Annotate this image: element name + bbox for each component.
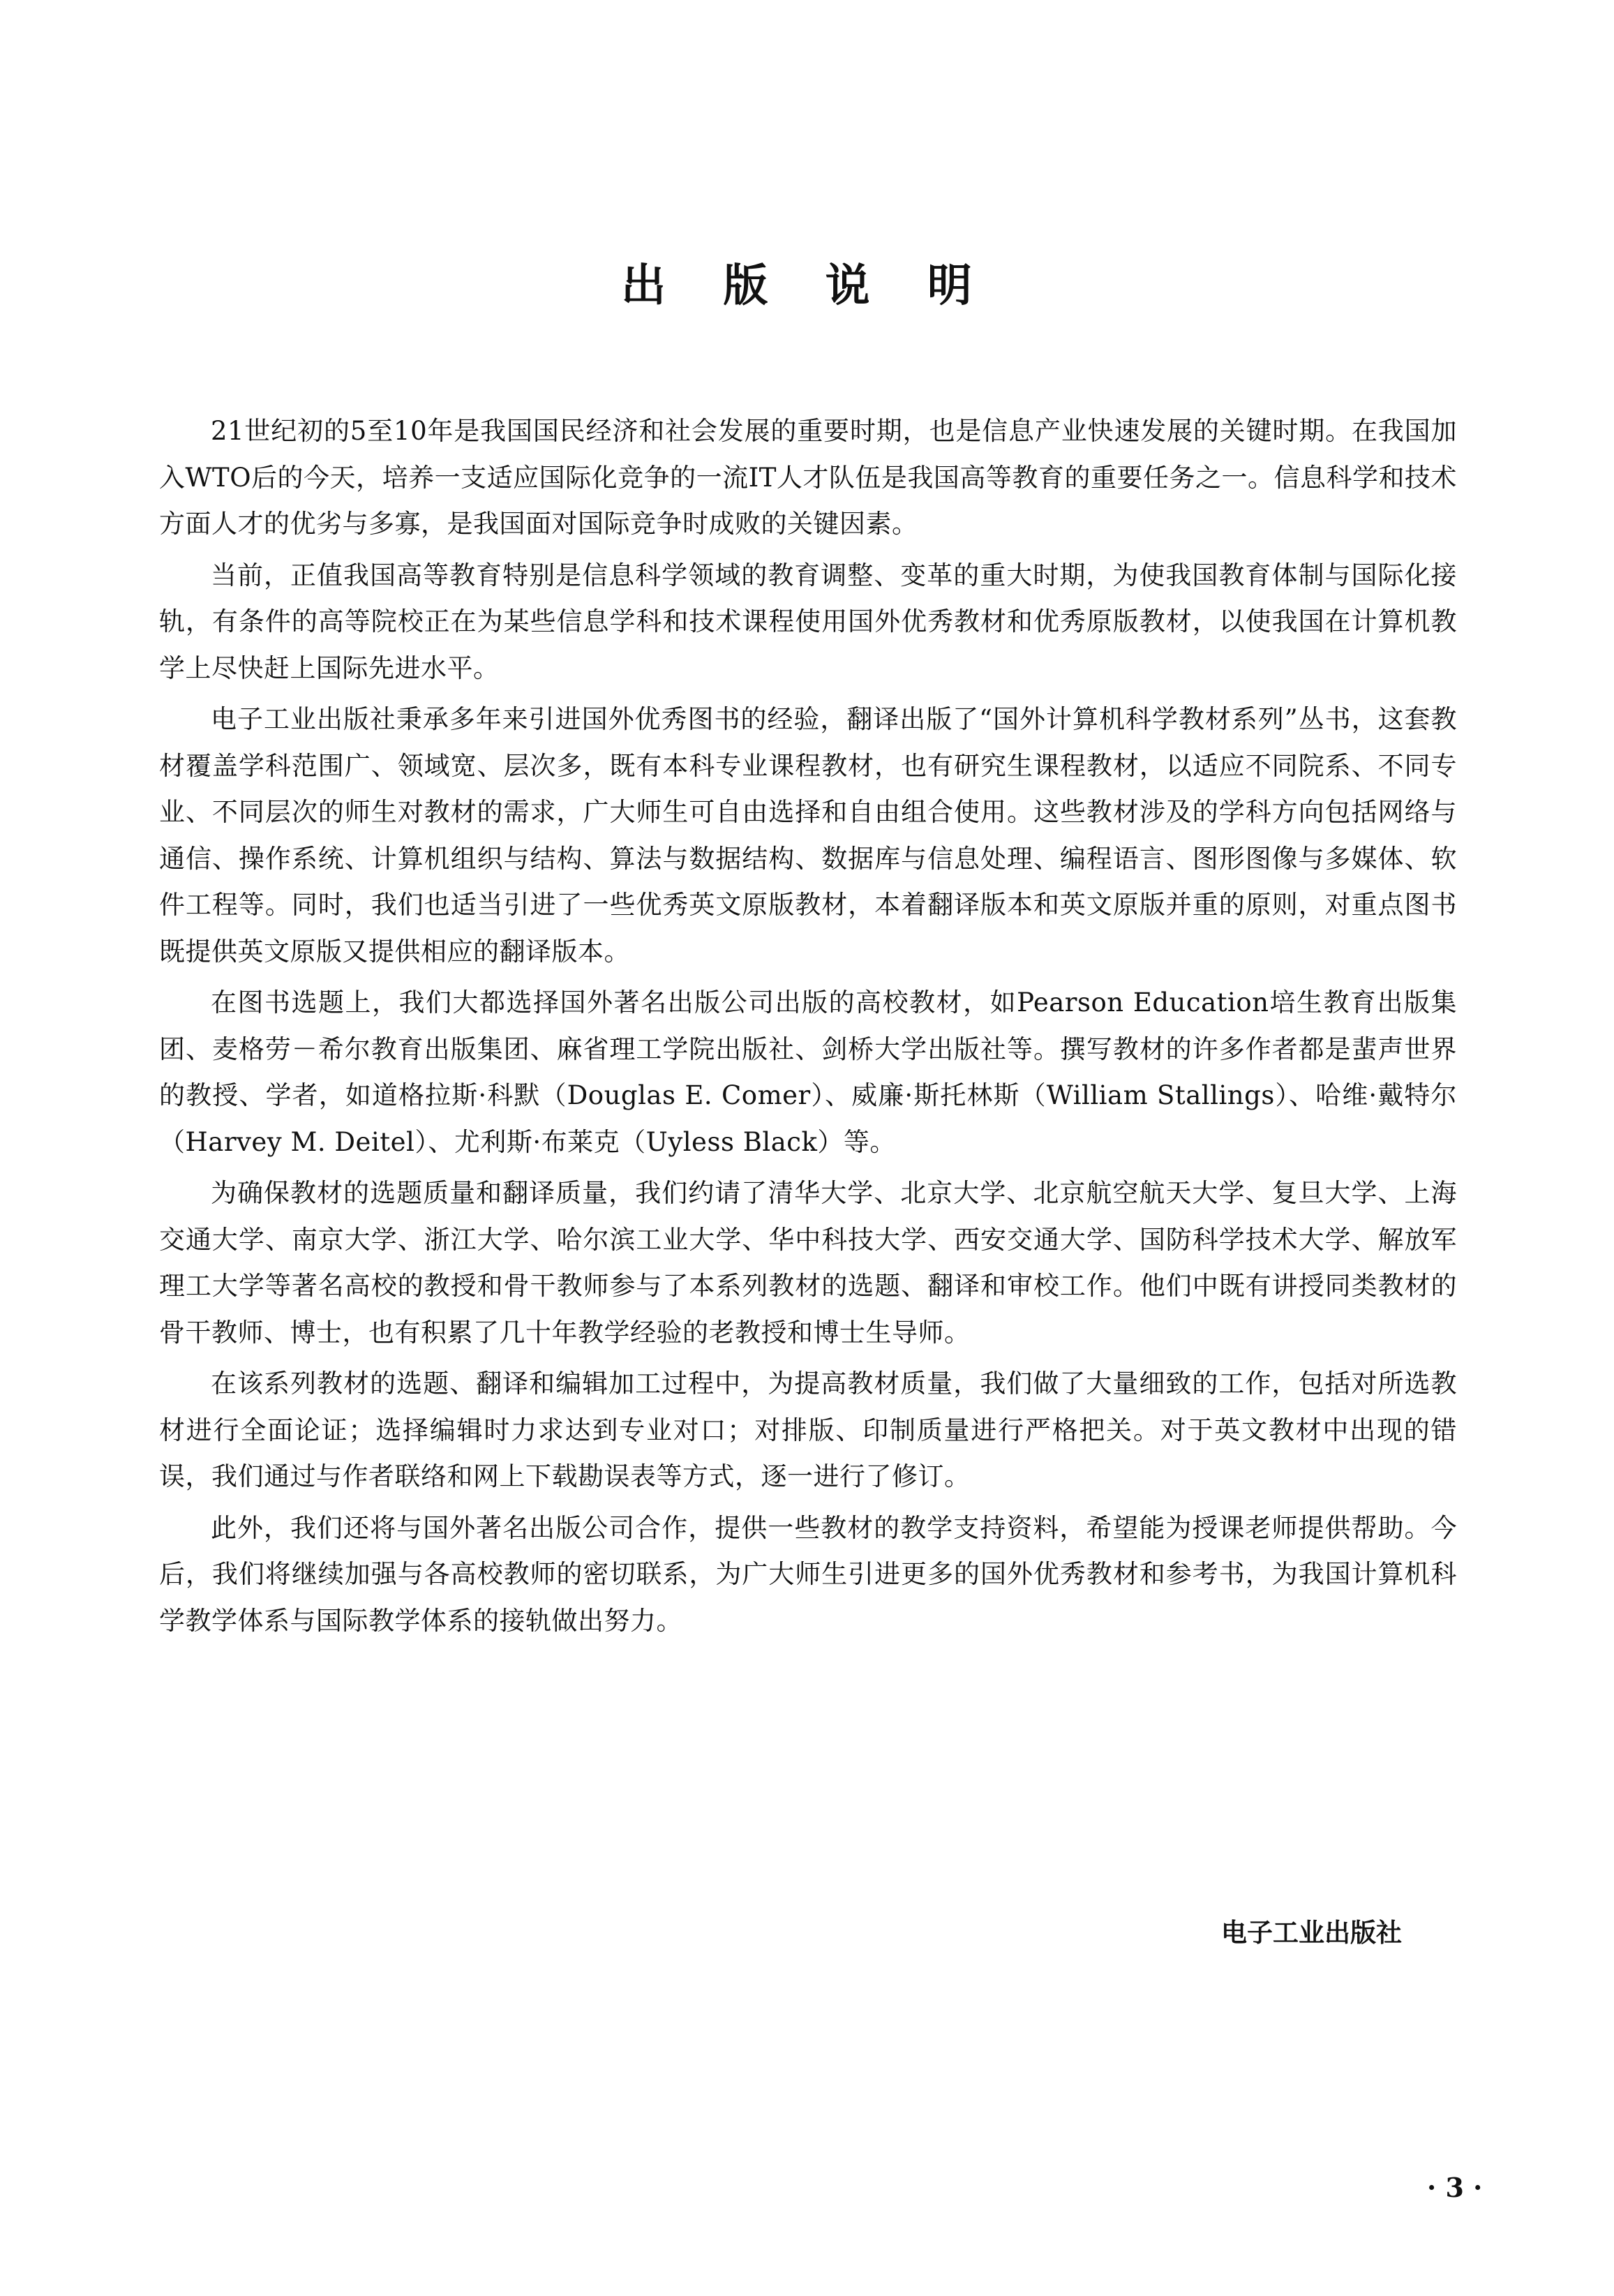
body-text xyxy=(159,408,1457,1649)
paragraph-3: 电子工业出版社秉承多年来引进国外优秀图书的经验，翻译出版了“国外计算机科学教材系列”丛书，这套教材覆盖学科范围广、领域宽、层次多，既有本科专业课程教材，也有研究生课程教材，以适应不同院系、不同专业、不同层次的师生对教材的需求，广大师生可自由选择和自由组合使用。这些教材涉及的学科方向包括网络与通信、操作系统、计算机组织与结构、算法与数据结构、数据库与信息处理、编程语言、图形图像与多媒体、软件工程等。同时，我们也适当引进了一些优秀英文原版教材，本着翻译版本和英文原版并重的原则，对重点图书既提供英文原版又提供相应的翻译版本。 xyxy=(159,704,1457,967)
paragraph-4: 在图书选题上，我们大都选择国外著名出版公司出版的高校教材，如Pearson Education培生教育出版集团、麦格劳－希尔教育出版集团、麻省理工学院出版社、剑桥大学出版社等。撰写教材的许多作者都是蜚声世界的教授、学者，如道格拉斯·科默（Douglas E. Comer）、威廉·斯托林斯（William Stallings）、哈维·戴特尔（Harvey M. Deitel）、尤利斯·布莱克（Uyless Black）等。 xyxy=(159,987,1457,1157)
page-title: 出 版 说 明 xyxy=(621,260,993,312)
paragraph-5: 为确保教材的选题质量和翻译质量，我们约请了清华大学、北京大学、北京航空航天大学、复旦大学、上海交通大学、南京大学、浙江大学、哈尔滨工业大学、华中科技大学、西安交通大学、国防科学技术大学、解放军理工大学等著名高校的教授和骨干教师参与了本系列教材的选题、翻译和审校工作。他们中既有讲授同类教材的骨干教师、博士，也有积累了几十年教学经验的老教授和博士生导师。 xyxy=(159,1178,1457,1348)
paragraph-1: 21世纪初的5至10年是我国国民经济和社会发展的重要时期，也是信息产业快速发展的关键时期。在我国加入WTO后的今天，培养一支适应国际化竞争的一流IT人才队伍是我国高等教育的重要任务之一。信息科学和技术方面人才的优劣与多寡，是我国面对国际竞争时成败的关键因素。 xyxy=(159,416,1457,539)
paragraph-2: 当前，正值我国高等教育特别是信息科学领域的教育调整、变革的重大时期，为使我国教育体制与国际化接轨，有条件的高等院校正在为某些信息学科和技术课程使用国外优秀教材和优秀原版教材，以使我国在计算机教学上尽快赶上国际先进水平。 xyxy=(159,560,1457,683)
publisher-signature: 电子工业出版社 xyxy=(1221,1918,1402,1948)
page-number: · 3 · xyxy=(1427,2172,1483,2203)
paragraph-7: 此外，我们还将与国外著名出版公司合作，提供一些教材的教学支持资料，希望能为授课老师提供帮助。今后，我们将继续加强与各高校教师的密切联系，为广大师生引进更多的国外优秀教材和参考书，为我国计算机科学教学体系与国际教学体系的接轨做出努力。 xyxy=(159,1512,1457,1636)
paragraph-6: 在该系列教材的选题、翻译和编辑加工过程中，为提高教材质量，我们做了大量细致的工作，包括对所选教材进行全面论证；选择编辑时力求达到专业对口；对排版、印制质量进行严格把关。对于英文教材中出现的错误，我们通过与作者联络和网上下载勘误表等方式，逐一进行了修订。 xyxy=(159,1369,1457,1491)
